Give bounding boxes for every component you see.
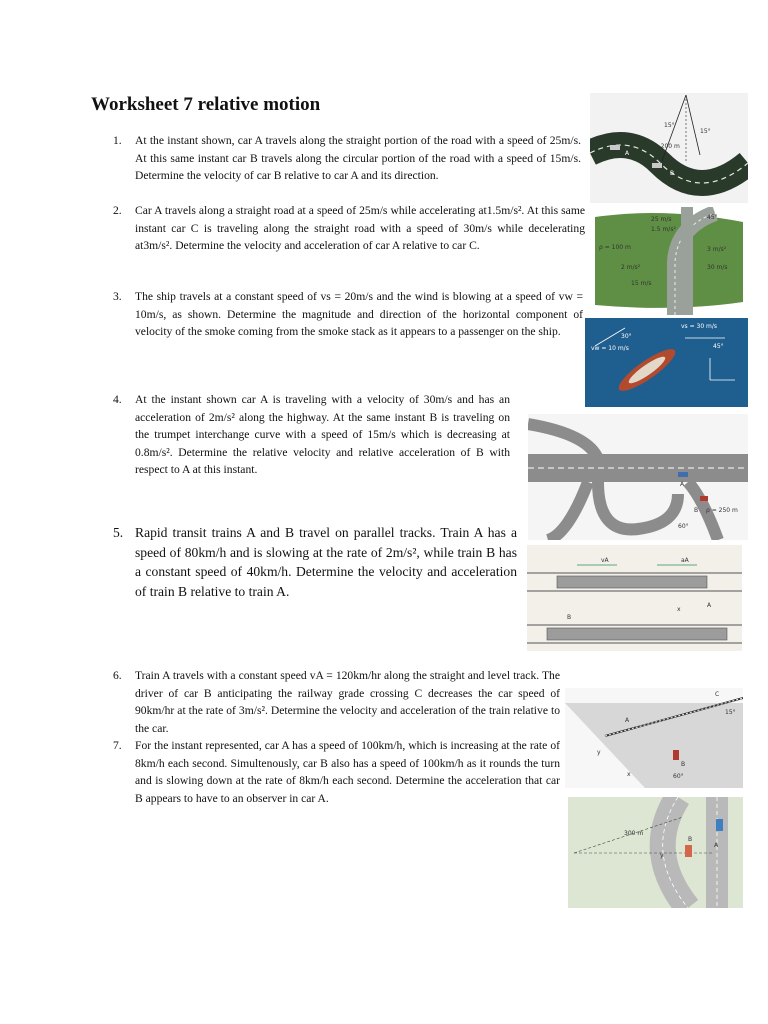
problem-2 — [113, 202, 585, 257]
train-a-label: A — [625, 717, 630, 724]
angle-label: 45° — [707, 214, 718, 221]
problem-1 — [113, 132, 583, 187]
rho-label: ρ = 200 m — [648, 143, 680, 150]
car-b — [685, 845, 692, 857]
problem-number: 5. — [113, 525, 124, 540]
problem-number: 4. — [113, 393, 122, 406]
x-label: x — [677, 606, 681, 613]
car-a — [678, 472, 688, 477]
car-b-label: B — [688, 836, 693, 843]
car-a-label: A — [714, 842, 719, 849]
crossing-label: C — [715, 691, 720, 698]
car-a-label: A — [680, 481, 685, 488]
figure-4-trumpet-interchange — [528, 414, 748, 540]
figure-5-trains — [527, 545, 742, 651]
a-right-label: 3 m/s² — [707, 246, 727, 253]
vs-label: vs = 30 m/s — [681, 323, 718, 330]
car-b — [673, 750, 679, 760]
y-label: y — [660, 852, 664, 859]
va-label: vA — [601, 557, 609, 564]
angle-label: 60° — [673, 773, 684, 780]
car-a — [716, 819, 723, 831]
x-label: x — [627, 771, 631, 778]
rho-label: ρ = 250 m — [706, 507, 738, 514]
v-right-label: 30 m/s — [707, 264, 728, 271]
rho-label: 300 m — [624, 830, 644, 837]
rho-label: ρ = 100 m — [599, 244, 631, 251]
problem-3 — [113, 288, 583, 363]
problem-number: 6. — [113, 669, 122, 682]
car-b-label: B — [694, 507, 699, 514]
car-b-label: B — [670, 170, 675, 177]
train-a — [557, 576, 707, 588]
problem-text: Rapid transit trains A and B travel on parallel tracks. Train A has a speed of 80km/h and is slowing at the rate of 2m/s², while train B has a constant speed of 40km/h. Determine the velocity and acceleration of train B relative to train A. — [135, 525, 517, 599]
car-a — [610, 145, 620, 150]
angle-label: 60° — [678, 523, 689, 530]
a-top-label: 1.5 m/s² — [651, 226, 676, 233]
figure-6-railway-crossing — [565, 688, 743, 788]
train-b — [547, 628, 727, 640]
problem-5 — [113, 523, 518, 603]
problem-number: 1. — [113, 134, 122, 147]
train-b-label: B — [567, 614, 572, 621]
problem-4 — [113, 391, 575, 481]
problem-text: Car A travels along a straight road at a speed of 25m/s while accelerating at1.5m/s². At this same instant car C is traveling along the straight road with a speed of 30m/s while decelerating at3m/s². Determine the velocity and acceleration of car A relative to car C. — [135, 204, 585, 252]
angle-label: 15° — [700, 128, 711, 135]
problem-number: 2. — [113, 204, 122, 217]
figure-2-road-junction — [595, 207, 743, 315]
figure-3-ship — [585, 318, 748, 407]
problem-text: At the instant shown car A is traveling with a velocity of 30m/s and has an acceleration of 2m/s² along the highway. At the same instant B is traveling on the trumpet interchange curve with a speed of 15m/s which is decreasing at 0.8m/s². Determine the relative velocity and relative acceleration of B with respect to A at this instant. — [135, 393, 510, 476]
car-b — [700, 496, 708, 501]
car-b — [652, 163, 662, 168]
a-left-label: 2 m/s² — [621, 264, 641, 271]
problem-number: 3. — [113, 290, 122, 303]
car-b-label: B — [681, 761, 686, 768]
angle-label: 45° — [713, 343, 724, 350]
train-a-label: A — [707, 602, 712, 609]
aa-label: aA — [681, 557, 689, 564]
problem-text: Train A travels with a constant speed vA = 120km/hr along the straight and level track. The driver of car B anticipating the railway grade crossing C decreases the car speed of 90km/hr at the rate of 3m/s². Determine the velocity and acceleration of the train relative to the car. — [135, 669, 560, 735]
figure-1-curved-road — [590, 93, 748, 203]
problem-text: The ship travels at a constant speed of vs = 20m/s and the wind is blowing at a speed of vw = 10m/s, as shown. Determine the magnitude and direction of the horizontal component of velocity of the smoke coming from the smoke stack as it appears to a passenger on the ship. — [135, 290, 583, 338]
angle-label: 30° — [621, 333, 632, 340]
v-top-label: 25 m/s — [651, 216, 672, 223]
worksheet-title: Worksheet 7 relative motion — [91, 94, 321, 115]
angle-label: 15° — [664, 122, 675, 129]
problem-number: 7. — [113, 739, 122, 752]
v-bottom-label: 15 m/s — [631, 280, 652, 287]
y-label: y — [597, 749, 601, 756]
angle-label: 15° — [725, 709, 736, 716]
figure-7-curve-two-cars — [568, 797, 743, 908]
car-a-label: A — [625, 150, 630, 157]
problem-text: For the instant represented, car A has a speed of 100km/h, which is increasing at the rate of 8km/h each second. Simultenously, car B also has a speed of 100km/h as it rounds the turn and is slowing down at the rate of 8km/h each second. Determine the acceleration that car B appears to have to an observer in car A. — [135, 739, 560, 805]
problem-7 — [113, 737, 563, 809]
vw-label: vw = 10 m/s — [591, 345, 629, 352]
problem-text: At the instant shown, car A travels along the straight portion of the road with a speed of 25m/s. At this same instant car B travels along the circular portion of the road with a speed of 15m/s. Determine the velocity of car B relative to car A and its direction. — [135, 134, 581, 182]
